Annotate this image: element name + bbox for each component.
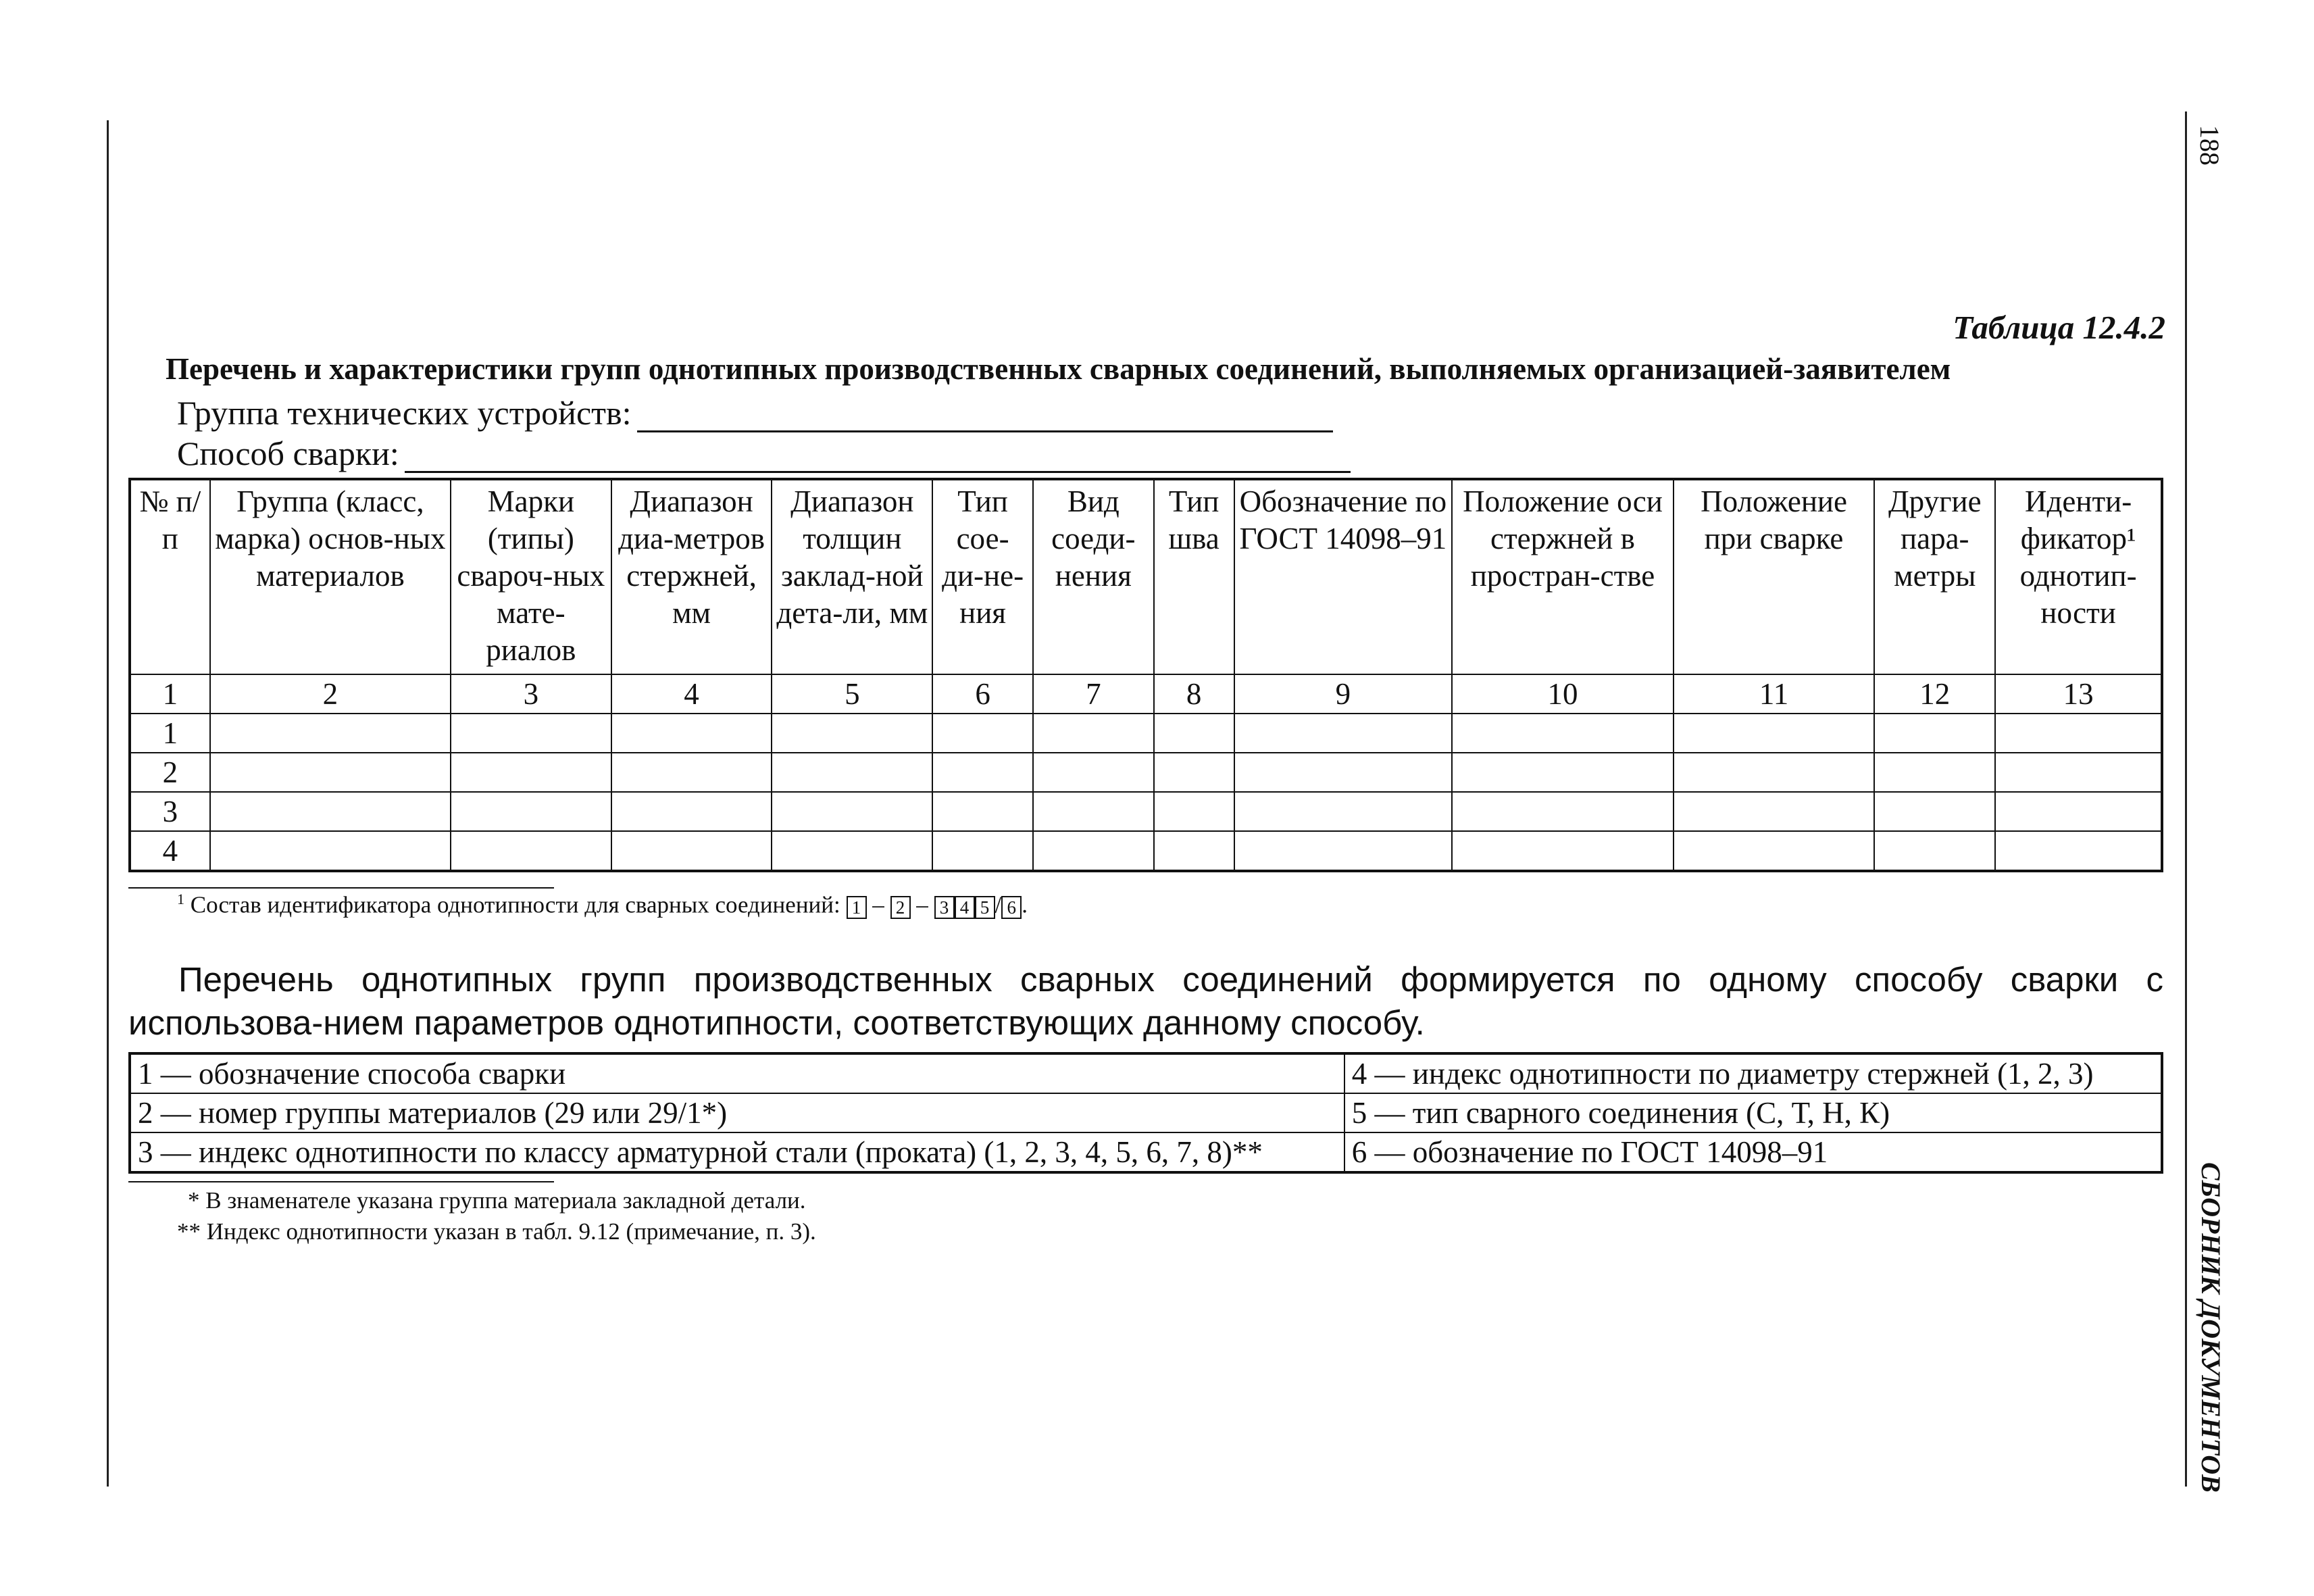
table-row [130, 792, 2162, 831]
legend-cell: 6 — обозначение по ГОСТ 14098–91 [1344, 1132, 2162, 1172]
column-number: 11 [1674, 674, 1875, 714]
header-cell: Положение при сварке [1674, 479, 1875, 674]
identifier-legend-table [128, 1052, 2163, 1174]
empty-cell [1452, 792, 1674, 831]
welded-joints-table [128, 478, 2163, 872]
running-head-text: СБОРНИК ДОКУМЕНТОВ [2196, 1162, 2226, 1493]
empty-cell [1674, 753, 1875, 792]
header-cell: Марки (типы) свароч-ных мате-риалов [451, 479, 611, 674]
empty-cell [1033, 831, 1154, 871]
header-cell: Тип шва [1154, 479, 1234, 674]
empty-cell [1995, 714, 2162, 753]
column-number: 4 [611, 674, 772, 714]
column-number: 2 [210, 674, 451, 714]
right-margin-rule [2185, 111, 2187, 1487]
empty-cell [1674, 831, 1875, 871]
header-cell: Тип сое-ди-не-ния [932, 479, 1033, 674]
identifier-separator: – [872, 891, 884, 918]
legend-row [130, 1093, 2162, 1132]
footnote-mark: 1 [177, 891, 184, 907]
empty-cell [210, 714, 451, 753]
empty-cell [210, 831, 451, 871]
row-number: 3 [130, 792, 210, 831]
legend-row [130, 1132, 2162, 1172]
empty-cell [772, 792, 932, 831]
legend-cell: 5 — тип сварного соединения (С, Т, Н, К) [1344, 1093, 2162, 1132]
empty-cell [1874, 753, 1995, 792]
column-number: 7 [1033, 674, 1154, 714]
empty-cell [1154, 792, 1234, 831]
header-cell: № п/п [130, 479, 210, 674]
header-cell: Обозначение по ГОСТ 14098–91 [1234, 479, 1453, 674]
field-welding-method [177, 434, 1351, 473]
column-number: 6 [932, 674, 1033, 714]
field-blank-line [637, 399, 1333, 432]
empty-cell [451, 714, 611, 753]
header-cell: Вид соеди-нения [1033, 479, 1154, 674]
row-number: 4 [130, 831, 210, 871]
page-number-text: 188 [2194, 125, 2225, 166]
column-number: 12 [1874, 674, 1995, 714]
empty-cell [1033, 714, 1154, 753]
empty-cell [1154, 753, 1234, 792]
empty-cell [1452, 831, 1674, 871]
footnote-text: Состав идентификатора однотипности для сварных соединений: [190, 891, 840, 918]
table-row [130, 753, 2162, 792]
identifier-slash: / [995, 891, 1002, 918]
empty-cell [772, 831, 932, 871]
table-caption: Таблица 12.4.2 [1953, 309, 2165, 346]
empty-cell [932, 714, 1033, 753]
empty-cell [451, 792, 611, 831]
empty-cell [1033, 753, 1154, 792]
empty-cell [1234, 753, 1453, 792]
column-number: 8 [1154, 674, 1234, 714]
empty-cell [1154, 831, 1234, 871]
footnote-identifier [177, 891, 1028, 919]
empty-cell [611, 714, 772, 753]
identifier-box: 5 [975, 896, 995, 919]
empty-cell [1234, 792, 1453, 831]
empty-cell [1874, 831, 1995, 871]
empty-cell [772, 753, 932, 792]
empty-cell [451, 831, 611, 871]
header-cell: Другие пара-метры [1874, 479, 1995, 674]
header-cell: Диапазон толщин заклад-ной дета-ли, мм [772, 479, 932, 674]
table-row [130, 714, 2162, 753]
footnote-denominator: * В знаменателе указана группа материала закладной детали. [188, 1187, 806, 1214]
identifier-box: 6 [1001, 896, 1022, 919]
empty-cell [932, 831, 1033, 871]
empty-cell [1234, 831, 1453, 871]
row-number: 2 [130, 753, 210, 792]
empty-cell [210, 792, 451, 831]
table-row [130, 831, 2162, 871]
empty-cell [1674, 792, 1875, 831]
empty-cell [932, 792, 1033, 831]
empty-cell [1995, 753, 2162, 792]
column-number: 10 [1452, 674, 1674, 714]
empty-cell [1452, 753, 1674, 792]
footnote-end: . [1022, 891, 1028, 918]
legend-cell: 2 — номер группы материалов (29 или 29/1*) [130, 1093, 1344, 1132]
empty-cell [451, 753, 611, 792]
field-blank-line [405, 440, 1351, 473]
table-title: Перечень и характеристики групп однотипных производственных сварных соединений, выполняемых организацией-заявителем [166, 352, 1951, 386]
header-cell: Иденти-фикатор¹ однотип-ности [1995, 479, 2162, 674]
field-label: Группа технических устройств: [177, 394, 632, 432]
column-number: 5 [772, 674, 932, 714]
footnote-separator [128, 887, 554, 889]
empty-cell [1874, 792, 1995, 831]
field-label: Способ сварки: [177, 434, 399, 472]
legend-cell: 4 — индекс однотипности по диаметру стержней (1, 2, 3) [1344, 1053, 2162, 1093]
header-cell: Диапазон диа-метров стержней, мм [611, 479, 772, 674]
footnote-index: ** Индекс однотипности указан в табл. 9.12 (примечание, п. 3). [177, 1218, 816, 1245]
empty-cell [1995, 831, 2162, 871]
header-cell: Положение оси стержней в простран-стве [1452, 479, 1674, 674]
empty-cell [772, 714, 932, 753]
legend-cell: 3 — индекс однотипности по классу арматурной стали (проката) (1, 2, 3, 4, 5, 6, 7, 8)** [130, 1132, 1344, 1172]
left-margin-rule [107, 120, 109, 1487]
identifier-box: 4 [955, 896, 975, 919]
empty-cell [611, 831, 772, 871]
empty-cell [1234, 714, 1453, 753]
column-number-row [130, 674, 2162, 714]
empty-cell [611, 753, 772, 792]
empty-cell [932, 753, 1033, 792]
row-number: 1 [130, 714, 210, 753]
field-technical-devices [177, 393, 1333, 432]
identifier-box: 3 [934, 896, 955, 919]
column-number: 13 [1995, 674, 2162, 714]
legend-row [130, 1053, 2162, 1093]
empty-cell [1674, 714, 1875, 753]
empty-cell [1995, 792, 2162, 831]
identifier-box: 2 [890, 896, 911, 919]
header-cell: Группа (класс, марка) основ-ных материалов [210, 479, 451, 674]
identifier-separator: – [916, 891, 928, 918]
empty-cell [1154, 714, 1234, 753]
empty-cell [1452, 714, 1674, 753]
body-paragraph: Перечень однотипных групп производственных сварных соединений формируется по одному способу сварки с использова-нием параметров однотипности, соответствующих данному способу. [128, 960, 2163, 1042]
footnote-separator [128, 1181, 554, 1182]
identifier-box: 1 [847, 896, 867, 919]
empty-cell [210, 753, 451, 792]
column-number: 3 [451, 674, 611, 714]
empty-cell [1033, 792, 1154, 831]
column-number: 1 [130, 674, 210, 714]
header-row [130, 479, 2162, 674]
empty-cell [611, 792, 772, 831]
column-number: 9 [1234, 674, 1453, 714]
empty-cell [1874, 714, 1995, 753]
legend-cell: 1 — обозначение способа сварки [130, 1053, 1344, 1093]
